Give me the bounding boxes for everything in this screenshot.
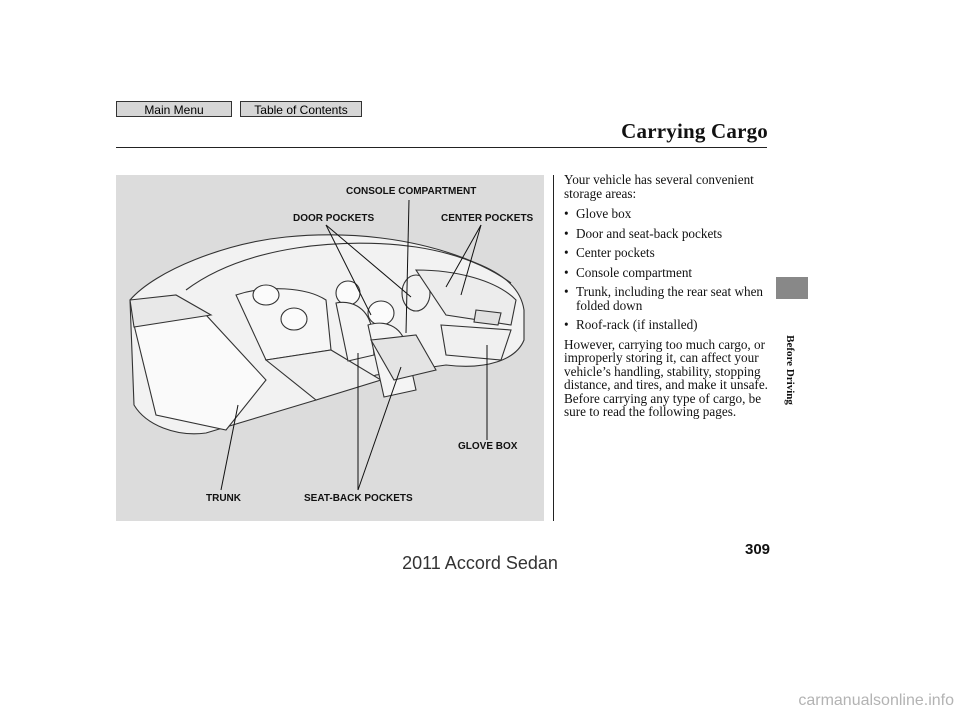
glove-box-shape [474,310,501,325]
section-tab-marker [776,277,808,299]
list-item [564,246,769,260]
warning-paragraph: However, carrying too much cargo, or improperly storing it, can affect your vehicle’s handling, stability, stopping distance, and tires, and make it unsafe. Before carrying any type of cargo, be sure to read the following pages. [564,336,768,419]
list-item [564,318,769,332]
list-item-text: Roof-rack (if installed) [576,317,698,332]
column-divider [553,175,554,521]
section-tab-label: Before Driving [784,335,796,405]
bullet-icon: • [564,317,569,332]
footer-title: 2011 Accord Sedan [402,553,558,573]
list-item-text: Trunk, including the rear seat when folded down [576,284,764,313]
main-menu-button[interactable]: Main Menu [116,101,232,117]
header-rule [116,147,767,148]
door-panel [441,325,511,360]
bullet-icon: • [564,225,569,241]
bullet-icon: • [564,264,569,280]
callout-glove-box: GLOVE BOX [458,441,518,452]
watermark: carmanualsonline.info [798,692,954,709]
list-item-text: Console compartment [576,264,693,280]
storage-list [564,207,769,332]
table-of-contents-button[interactable]: Table of Contents [240,101,362,117]
list-item [564,227,769,241]
callout-door-pockets: DOOR POCKETS [293,213,375,224]
page-number: 309 [745,541,771,558]
callout-console-compartment: CONSOLE COMPARTMENT [346,186,477,197]
intro-paragraph: Your vehicle has several convenient storage areas: [564,172,754,201]
rear-headrest-left [253,285,279,305]
front-headrest-left [336,281,360,305]
callout-seat-back-pockets: SEAT-BACK POCKETS [304,493,413,504]
bullet-icon: • [564,245,569,260]
rear-headrest-right [281,308,307,330]
section-title: Carrying Cargo [621,119,768,143]
list-item-text: Door and seat-back pockets [576,225,723,241]
list-item [564,285,769,312]
list-item-text: Center pockets [576,245,655,260]
body-text [564,173,769,419]
car-interior-illustration [116,175,544,521]
bullet-icon: • [564,284,569,299]
callout-center-pockets: CENTER POCKETS [441,213,534,224]
car-cutaway-drawing [116,175,544,521]
bullet-icon: • [564,206,569,221]
front-headrest-right [368,301,394,325]
list-item [564,207,769,221]
list-item-text: Glove box [576,206,632,221]
list-item [564,266,769,280]
callout-trunk: TRUNK [206,493,241,504]
